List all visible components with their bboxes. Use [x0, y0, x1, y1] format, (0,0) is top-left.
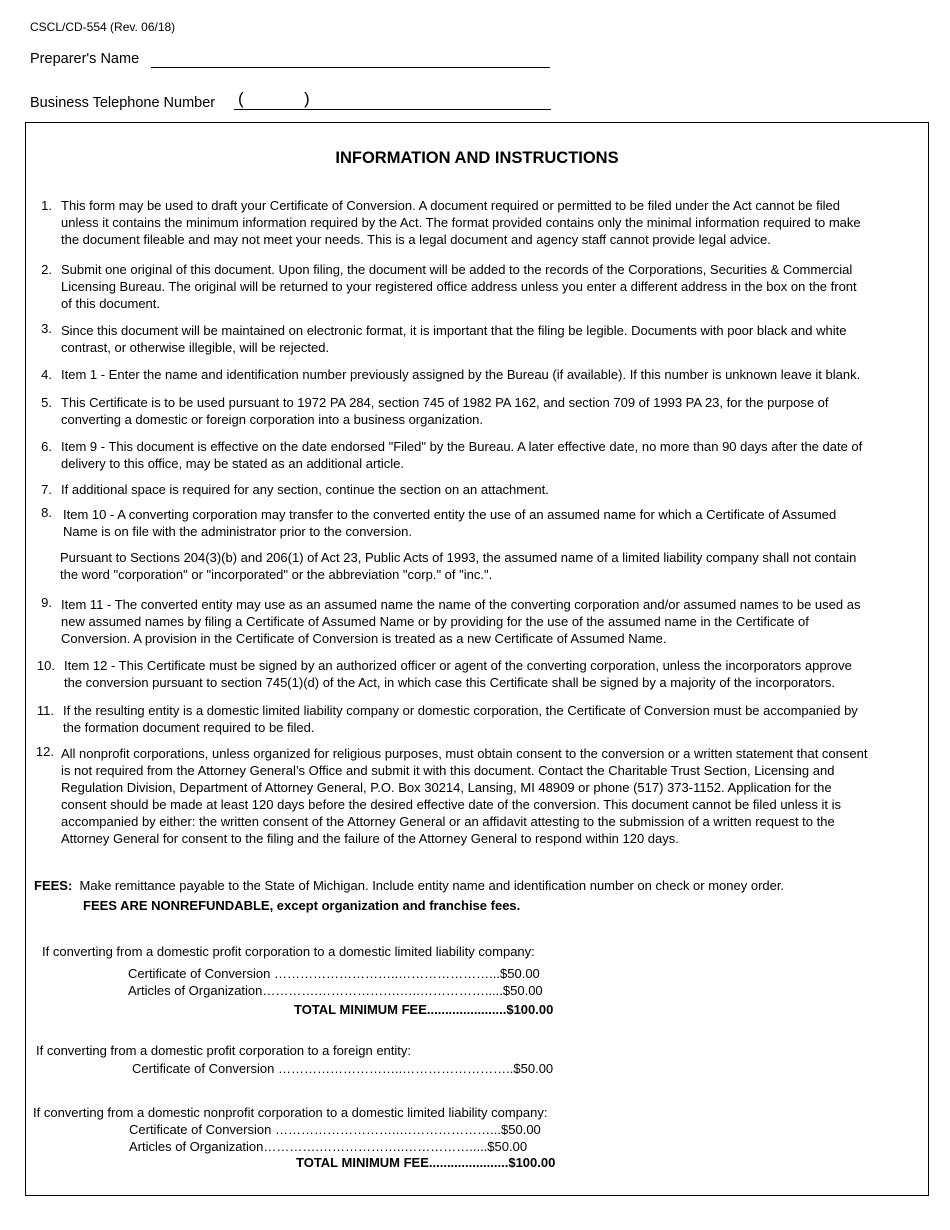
instruction-line: Name is on file with the administrator prior to the conversion. — [63, 524, 412, 539]
instruction-line: All nonprofit corporations, unless organized for religious purposes, must obtain consent to the conversion or a written statement that consent — [61, 746, 868, 761]
instruction-line: Item 12 - This Certificate must be signed by an authorized officer or agent of the converting corporation, unless the incorporators approve — [64, 658, 852, 673]
instruction-line: the document fileable and may not meet your needs. This is a legal document and agency staff cannot provide legal advice. — [61, 232, 771, 247]
assumed-name-paragraph — [60, 549, 926, 583]
instruction-number: 1. — [41, 198, 52, 213]
fees-row — [34, 878, 784, 893]
instruction-line: Submit one original of this document. Upon filing, the document will be added to the records of the Corporations, Securities & Commercial — [61, 262, 853, 277]
instruction-line: This form may be used to draft your Certificate of Conversion. A document required or permitted to be filed under the Act cannot be filed — [61, 198, 840, 213]
instruction-number: 3. — [41, 321, 52, 336]
preparer-name-field[interactable] — [151, 67, 550, 68]
instruction-number: 8. — [41, 505, 52, 520]
instruction-number: 4. — [41, 367, 52, 382]
instruction-line: Item 1 - Enter the name and identification number previously assigned by the Bureau (if available). If this number is unknown leave it blank. — [61, 367, 861, 382]
business-phone-label: Business Telephone Number — [30, 95, 216, 111]
fee-group-2-heading: If converting from a domestic profit corporation to a foreign entity: — [36, 1043, 412, 1058]
instruction-number: 2. — [41, 262, 52, 277]
instruction-line: new assumed names by filing a Certificate of Assumed Name or by providing for the use of the assumed name in the Certificate of — [61, 614, 809, 629]
fee-line: Certificate of Conversion ………………………..……………………..$50.00 — [132, 1061, 554, 1076]
fee-group-1-heading: If converting from a domestic profit corporation to a domestic limited liability company: — [42, 944, 535, 959]
instruction-line: delivery to this office, may be stated as an additional article. — [61, 456, 405, 471]
instruction-line: Item 10 - A converting corporation may transfer to the converted entity the use of an assumed name for which a Certificate of Assumed — [63, 507, 837, 522]
phone-open-paren: ( — [238, 89, 244, 108]
instruction-number: 7. — [41, 482, 52, 497]
fee-group-3-total: TOTAL MINIMUM FEE......................$100.00 — [296, 1155, 556, 1170]
fees-text: Make remittance payable to the State of Michigan. Include entity name and identification number on check or money order. — [79, 878, 785, 893]
instructions-title: INFORMATION AND INSTRUCTIONS — [335, 149, 619, 167]
instruction-line: is not required from the Attorney General’s Office and submit it with this document. Contact the Charitable Trust Section, Licensing and — [61, 763, 835, 778]
instructions-box — [25, 122, 929, 1196]
instruction-line: consent should be made at least 120 days before the desired effective date of the conversion. This document cannot be filed unless it is — [61, 797, 842, 812]
business-phone-field[interactable] — [234, 109, 551, 110]
instruction-line: of this document. — [61, 296, 160, 311]
instruction-number: 10. — [36, 658, 55, 673]
form-id: CSCL/CD-554 (Rev. 06/18) — [30, 20, 176, 34]
instruction-line: Conversion. A provision in the Certificate of Conversion is treated as a new Certificate of Assumed Name. — [61, 631, 667, 646]
instruction-line: Pursuant to Sections 204(3)(b) and 206(1) of Act 23, Public Acts of 1993, the assumed name of a limited liability company shall not contain — [60, 550, 857, 565]
instruction-line: converting a domestic or foreign corporation into a business organization. — [61, 412, 484, 427]
instruction-line: Licensing Bureau. The original will be returned to your registered office address unless you enter a different address in the box on the front — [61, 279, 857, 294]
fees-label: FEES: — [34, 878, 73, 893]
fee-line: Articles of Organization………….………………..…………….....$50.00 — [129, 1139, 528, 1154]
instruction-line: Regulation Division, Department of Attorney General, P.O. Box 30214, Lansing, MI 48909 or phone (517) 373-1152. Application for the — [61, 780, 832, 795]
preparer-name-label: Preparer's Name — [30, 51, 140, 67]
instruction-number: 12. — [35, 744, 54, 759]
instruction-line: accompanied by either: the written consent of the Attorney General or an affidavit attesting to the submission of a written request to the — [61, 814, 835, 829]
instruction-line: Attorney General for consent to the filing and the failure of the Attorney General to respond within 120 days. — [61, 831, 679, 846]
instruction-line: the formation document required to be filed. — [63, 720, 315, 735]
instruction-line: unless it contains the minimum information required by the Act. The format provided contains only the minimal information required to make — [61, 215, 861, 230]
instruction-line: This Certificate is to be used pursuant to 1972 PA 284, section 745 of 1982 PA 162, and section 709 of 1993 PA 23, for the purpose of — [61, 395, 829, 410]
fee-line: Articles of Organization………….……………….…..…………….....$50.00 — [128, 983, 543, 998]
instruction-number: 5. — [41, 395, 52, 410]
instruction-line: the conversion pursuant to section 745(1)(d) of the Act, in which case this Certificate shall be signed by a majority of the incorporators. — [64, 675, 836, 690]
instruction-line: the word "corporation" or "incorporated" or the abbreviation "corp." of "inc.". — [60, 567, 493, 582]
instruction-line: Since this document will be maintained on electronic format, it is important that the filing be legible. Documents with poor black and white — [61, 323, 847, 338]
instruction-line: If additional space is required for any section, continue the section on an attachment. — [61, 482, 549, 497]
instruction-line: contrast, or otherwise illegible, will be rejected. — [61, 340, 330, 355]
instruction-line: Item 9 - This document is effective on the date endorsed "Filed" by the Bureau. A later effective date, no more than 90 days after the date of — [61, 439, 863, 454]
instruction-number: 9. — [41, 595, 52, 610]
fee-line: Certificate of Conversion ………………………..…………………...$50.00 — [128, 966, 540, 981]
fee-group-1-total: TOTAL MINIMUM FEE......................$100.00 — [294, 1002, 554, 1017]
fees-nonrefundable: FEES ARE NONREFUNDABLE, except organization and franchise fees. — [83, 898, 521, 913]
instruction-number: 11. — [36, 703, 54, 718]
phone-close-paren: ) — [304, 89, 310, 108]
instruction-line: Item 11 - The converted entity may use as an assumed name the name of the converting corporation and/or assumed names to be used as — [61, 597, 861, 612]
instruction-line: If the resulting entity is a domestic limited liability company or domestic corporation, the Certificate of Conversion must be accompanied by — [63, 703, 858, 718]
fee-group-3-heading: If converting from a domestic nonprofit corporation to a domestic limited liability company: — [33, 1105, 548, 1120]
instruction-number: 6. — [41, 439, 52, 454]
fee-line: Certificate of Conversion ………………………..…………………...$50.00 — [129, 1122, 541, 1137]
